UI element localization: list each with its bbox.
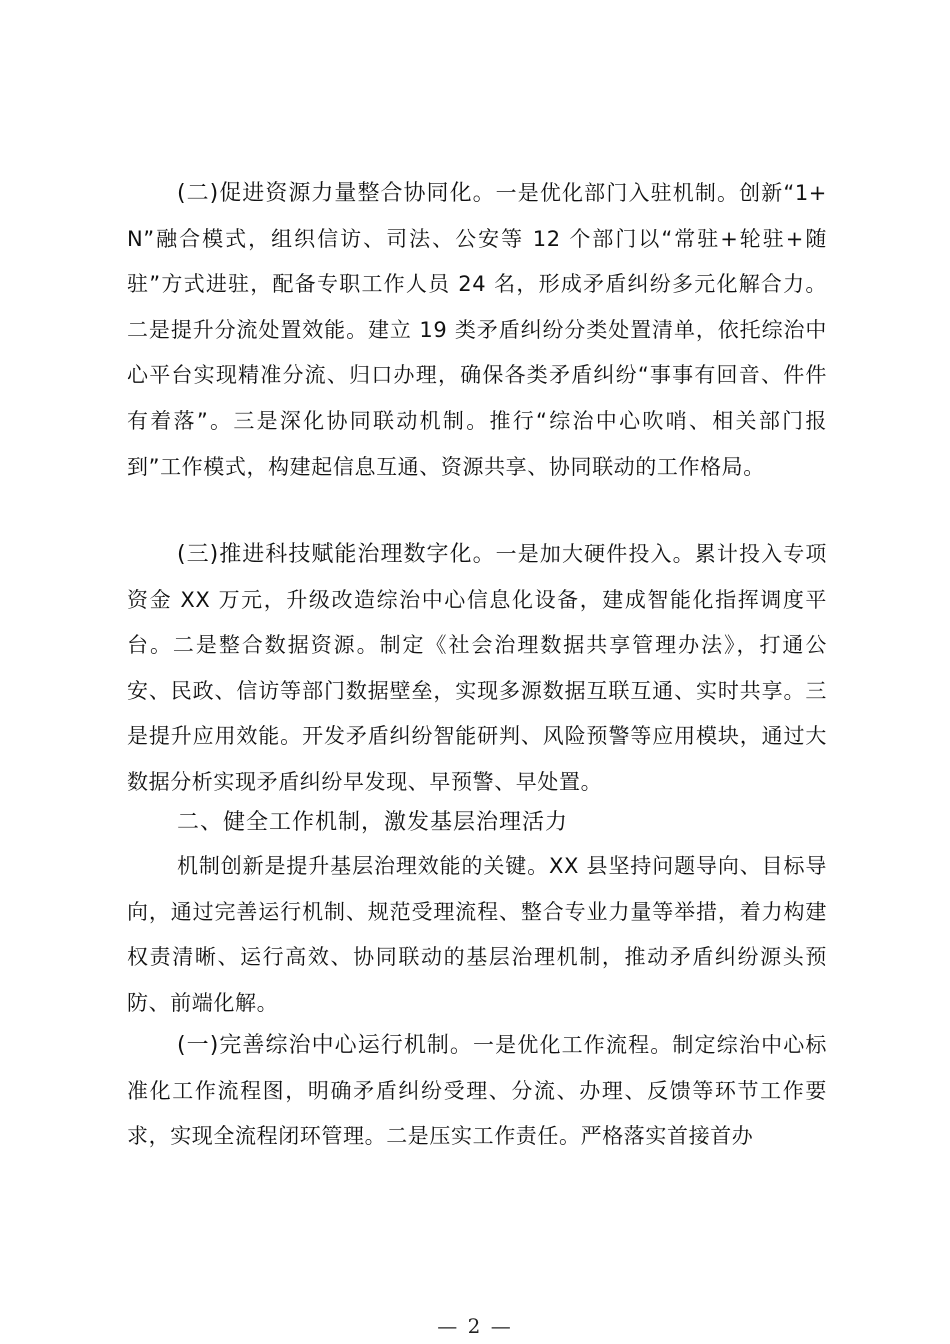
paragraph-operating-mechanism	[127, 1023, 827, 1160]
paragraph-lead: (三)推进科技赋能治理数字化。	[177, 542, 496, 567]
paragraph-resource-integration	[127, 171, 827, 490]
paragraph-lead: (二)促进资源力量整合协同化。	[177, 181, 496, 206]
page-number: — 2 —	[437, 1314, 513, 1338]
paragraph-body: 一是优化部门入驻机制。创新“1+N”融合模式，组织信访、司法、公安等 12 个部门以“常驻+轮驻+随驻”方式进驻，配备专职工作人员 24 名，形成矛盾纠纷多元化解合力。二是提升分流处置效能。建立 19 类矛盾纠纷分类处置清单，依托综治中心平台实现精准分流、归口办理，确保各类矛盾纠纷“事事有回音、件件有着落”。三是深化协同联动机制。推行“综治中心吹哨、相关部门报到”工作模式，构建起信息互通、资源共享、协同联动的工作格局。	[127, 181, 828, 479]
paragraph-tech-empowerment	[127, 532, 827, 806]
paragraph-lead: (一)完善综治中心运行机制。	[177, 1033, 473, 1058]
paragraph-body: 一是优化工作流程。制定综治中心标准化工作流程图，明确矛盾纠纷受理、分流、办理、反馈等环节工作要求，实现全流程闭环管理。二是压实工作责任。严格落实首接首办	[127, 1033, 827, 1149]
paragraph-body: 一是加大硬件投入。累计投入专项资金 XX 万元，升级改造综治中心信息化设备，建成智能化指挥调度平台。二是整合数据资源。制定《社会治理数据共享管理办法》，打通公安、民政、信访等部门数据壁垒，实现多源数据互联互通、实时共享。三是提升应用效能。开发矛盾纠纷智能研判、风险预警等应用模块，通过大数据分析实现矛盾纠纷早发现、早预警、早处置。	[127, 542, 828, 794]
section-intro-paragraph: 机制创新是提升基层治理效能的关键。XX 县坚持问题导向、目标导向，通过完善运行机制、规范受理流程、整合专业力量等举措，着力构建权责清晰、运行高效、协同联动的基层治理机制，推动矛盾纠纷源头预防、前端化解。	[127, 854, 827, 1015]
section-heading: 二、健全工作机制，激发基层治理活力	[177, 810, 569, 835]
